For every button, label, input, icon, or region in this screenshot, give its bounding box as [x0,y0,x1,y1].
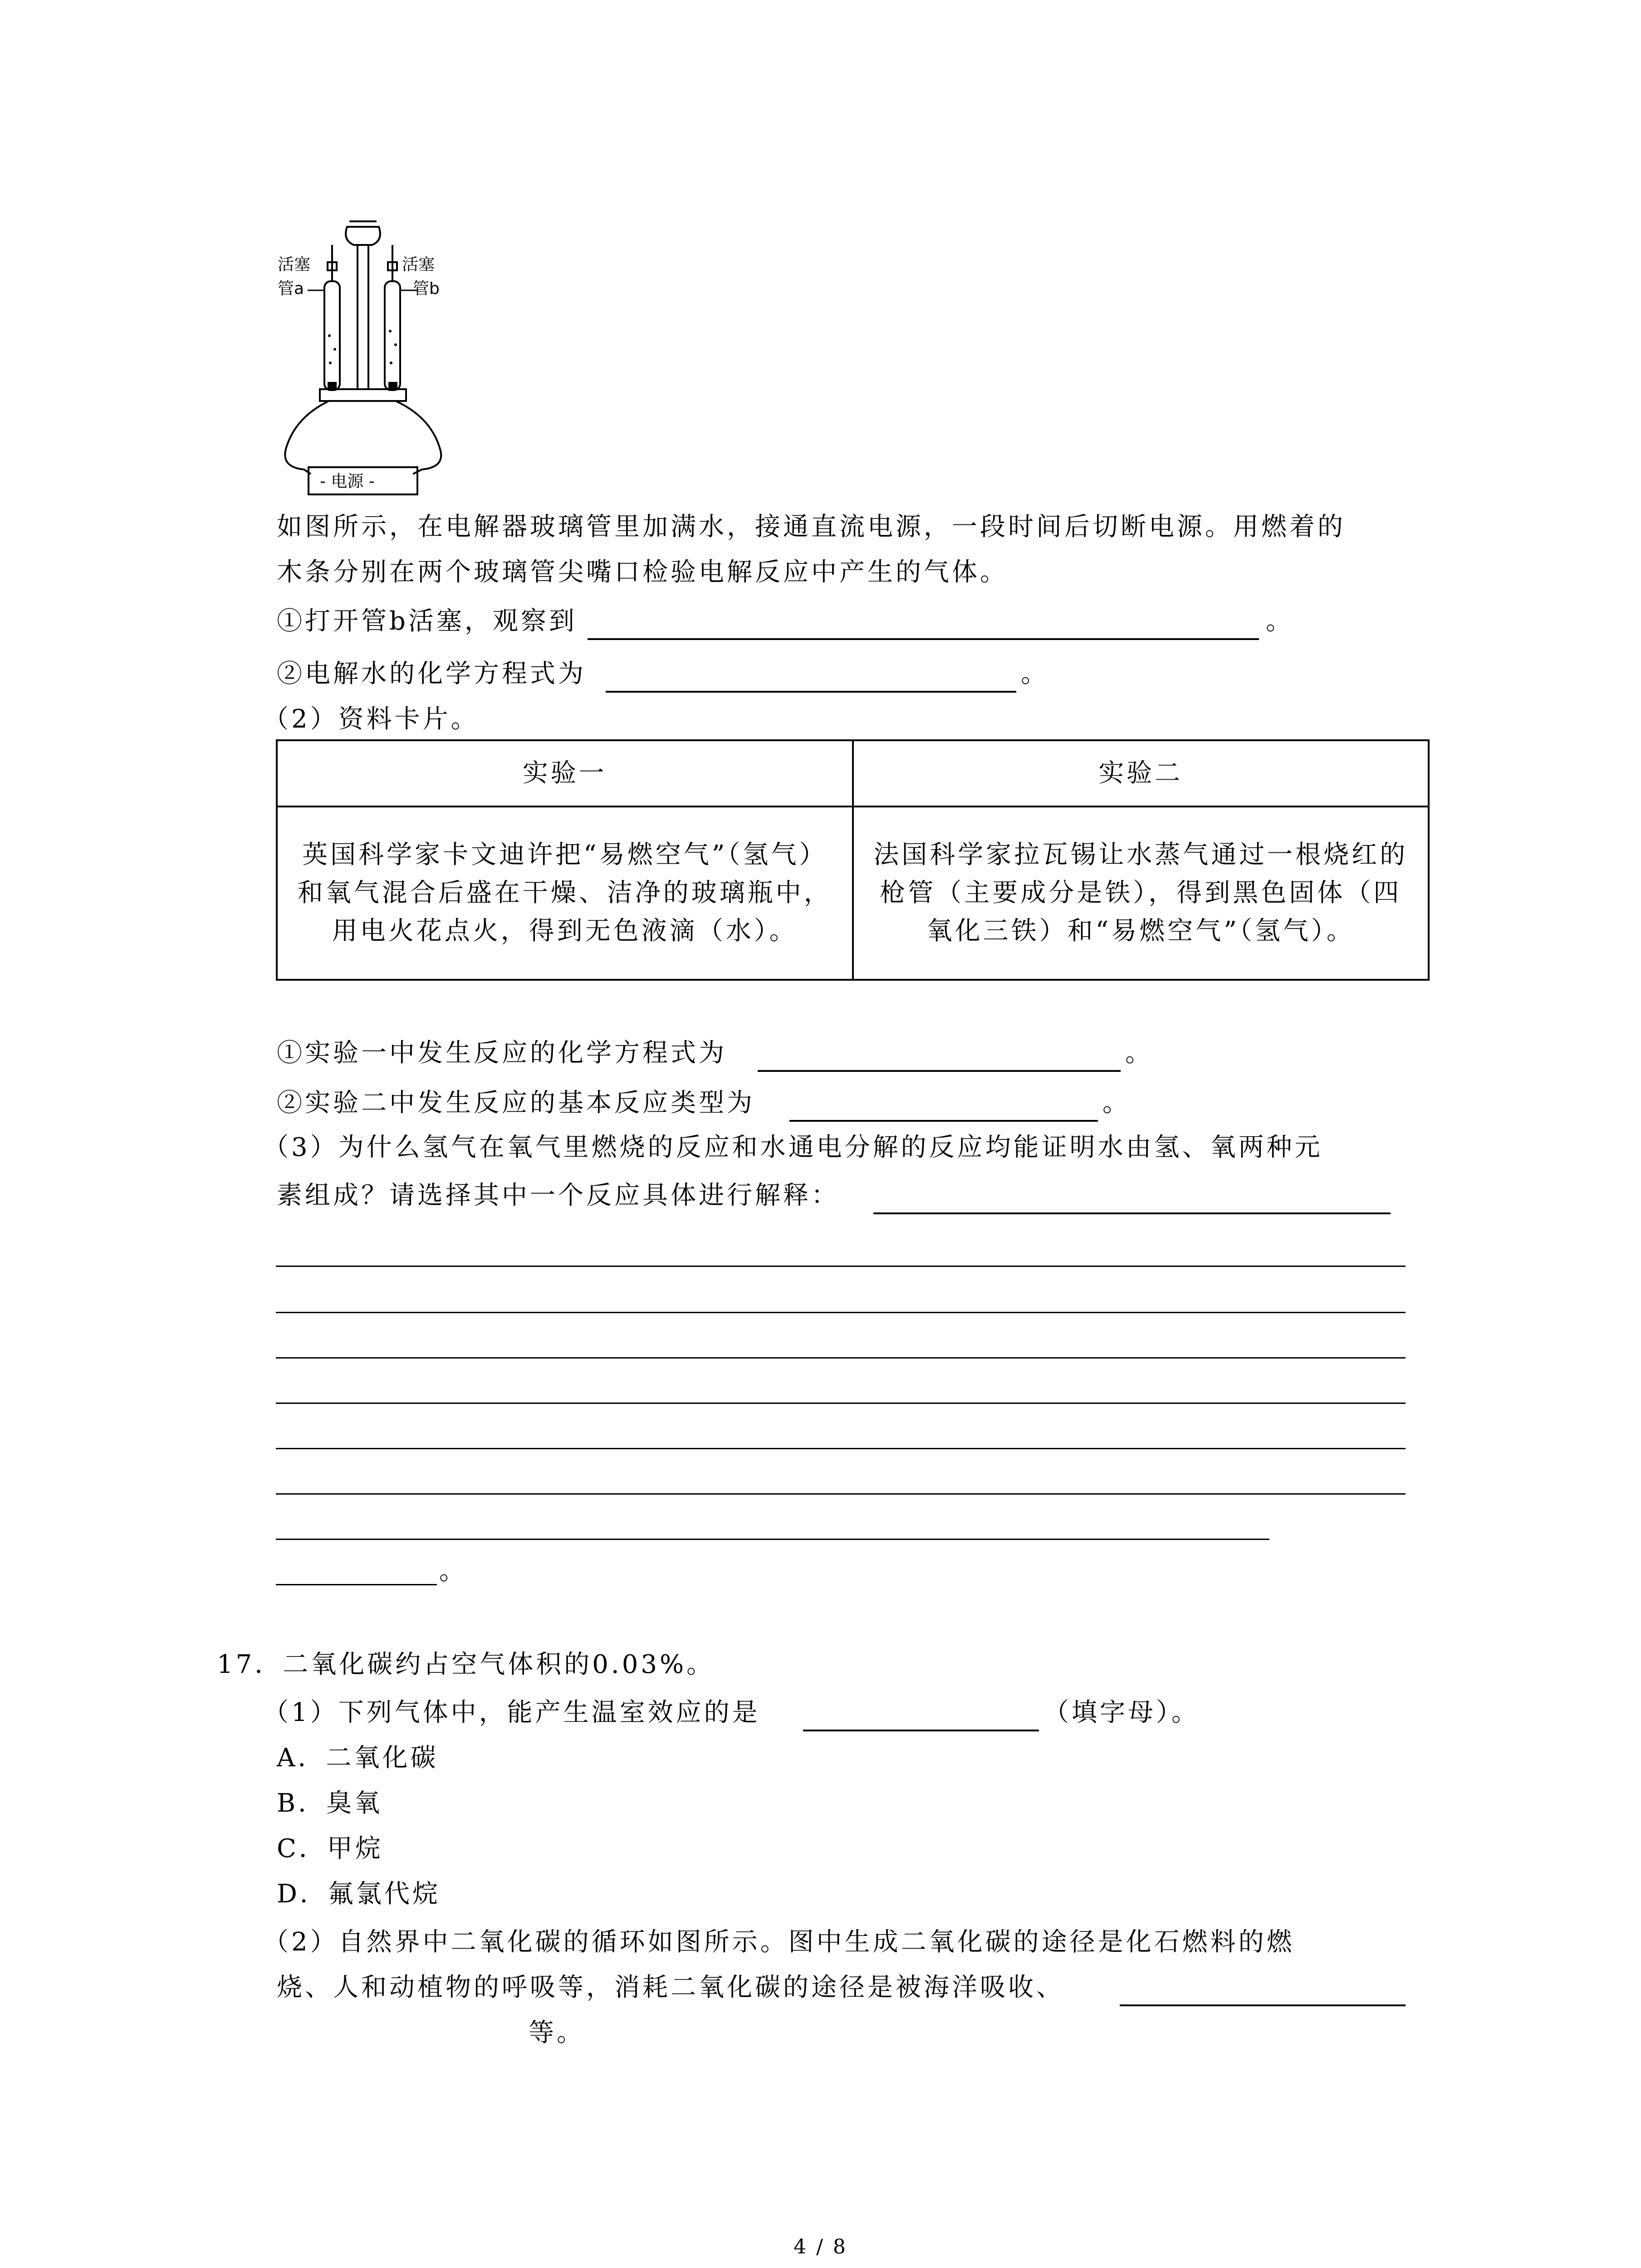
left-label-tube: 管a [278,279,304,298]
question-2-2-end: 。 [1102,1088,1131,1118]
answer-blank-2-2[interactable] [789,1120,1098,1122]
question-3-line-2: 素组成？请选择其中一个反应具体进行解释： [277,1181,839,1210]
question-17-2-line-2: 烧、人和动植物的呼吸等，消耗二氧化碳的途径是被海洋吸收、 [277,1973,1064,2002]
right-label-tube: 管b [413,279,440,298]
part-2-title: （2）资料卡片。 [263,704,479,734]
question-1-2-end: 。 [1021,659,1049,689]
question-17-1: （1）下列气体中，能产生温室效应的是 [263,1698,760,1727]
card-header-experiment-1: 实验一 [277,740,853,807]
question-1-1-end: 。 [1266,606,1294,636]
answer-blank-1-2[interactable] [606,691,1016,693]
question-1-2: ②电解水的化学方程式为 [277,659,586,689]
question-2-2: ②实验二中发生反应的基本反应类型为 [277,1088,755,1118]
right-label-stopcock: 活塞 [402,255,435,274]
answer-blank-17-1[interactable] [803,1730,1039,1731]
answer-blank-1-1[interactable] [588,638,1259,640]
question-3-line-1: （3）为什么氢气在氧气里燃烧的反应和水通电分解的反应均能证明水由氢、氧两种元 [263,1133,1323,1162]
card-header-experiment-2: 实验二 [853,740,1429,807]
question-2-1-end: 。 [1125,1038,1153,1068]
card-cell-experiment-1: 英国科学家卡文迪许把“易燃空气”（氢气）和氧气混合后盛在干燥、洁净的玻璃瓶中，用电火花点火，得到无色液滴（水）。 [277,807,853,980]
answer-blank-17-2[interactable] [1120,2004,1406,2006]
question-17-stem: 17．二氧化碳约占空气体积的0.03%。 [217,1650,715,1679]
question-17-2-line-1: （2）自然界中二氧化碳的循环如图所示。图中生成二氧化碳的途径是化石燃料的燃 [263,1927,1295,1957]
option-b[interactable]: B．臭氧 [277,1789,383,1818]
electrolysis-apparatus-figure [277,213,449,508]
answer-blank-2-1[interactable] [758,1070,1121,1072]
option-d[interactable]: D．氟氯代烷 [277,1879,441,1909]
answer-line-3-2[interactable] [276,1312,1406,1313]
answer-line-3-5[interactable] [276,1448,1406,1449]
answer-line-3-8[interactable] [276,1584,437,1585]
intro-line-2: 木条分别在两个玻璃管尖嘴口检验电解反应中产生的气体。 [277,557,1008,587]
page-number: 4 / 8 [794,2235,847,2258]
option-a[interactable]: A．二氧化碳 [277,1743,439,1773]
question-17-2-end: 等。 [529,2018,585,2048]
answer-line-3-1[interactable] [276,1266,1406,1267]
answer-line-3-4[interactable] [276,1403,1406,1404]
question-17-1-end: （填字母）。 [1043,1698,1200,1727]
card-cell-experiment-2: 法国科学家拉瓦锡让水蒸气通过一根烧红的枪管（主要成分是铁），得到黑色固体（四氧化三铁）和“易燃空气”（氢气）。 [853,807,1429,980]
answer-line-3-3[interactable] [276,1357,1406,1359]
question-1-1: ①打开管b活塞，观察到 [277,606,577,636]
data-card-table [276,739,1430,981]
answer-blank-3-first[interactable] [873,1212,1391,1214]
intro-line-1: 如图所示，在电解器玻璃管里加满水，接通直流电源，一段时间后切断电源。用燃着的 [277,512,1346,542]
question-3-end: 。 [439,1556,467,1586]
option-c[interactable]: C．甲烷 [277,1834,383,1863]
question-2-1: ①实验一中发生反应的化学方程式为 [277,1038,727,1068]
answer-line-3-6[interactable] [276,1493,1406,1495]
power-source-label: - 电源 - [320,472,375,491]
answer-line-3-7[interactable] [276,1539,1269,1540]
left-label-stopcock: 活塞 [278,255,311,274]
